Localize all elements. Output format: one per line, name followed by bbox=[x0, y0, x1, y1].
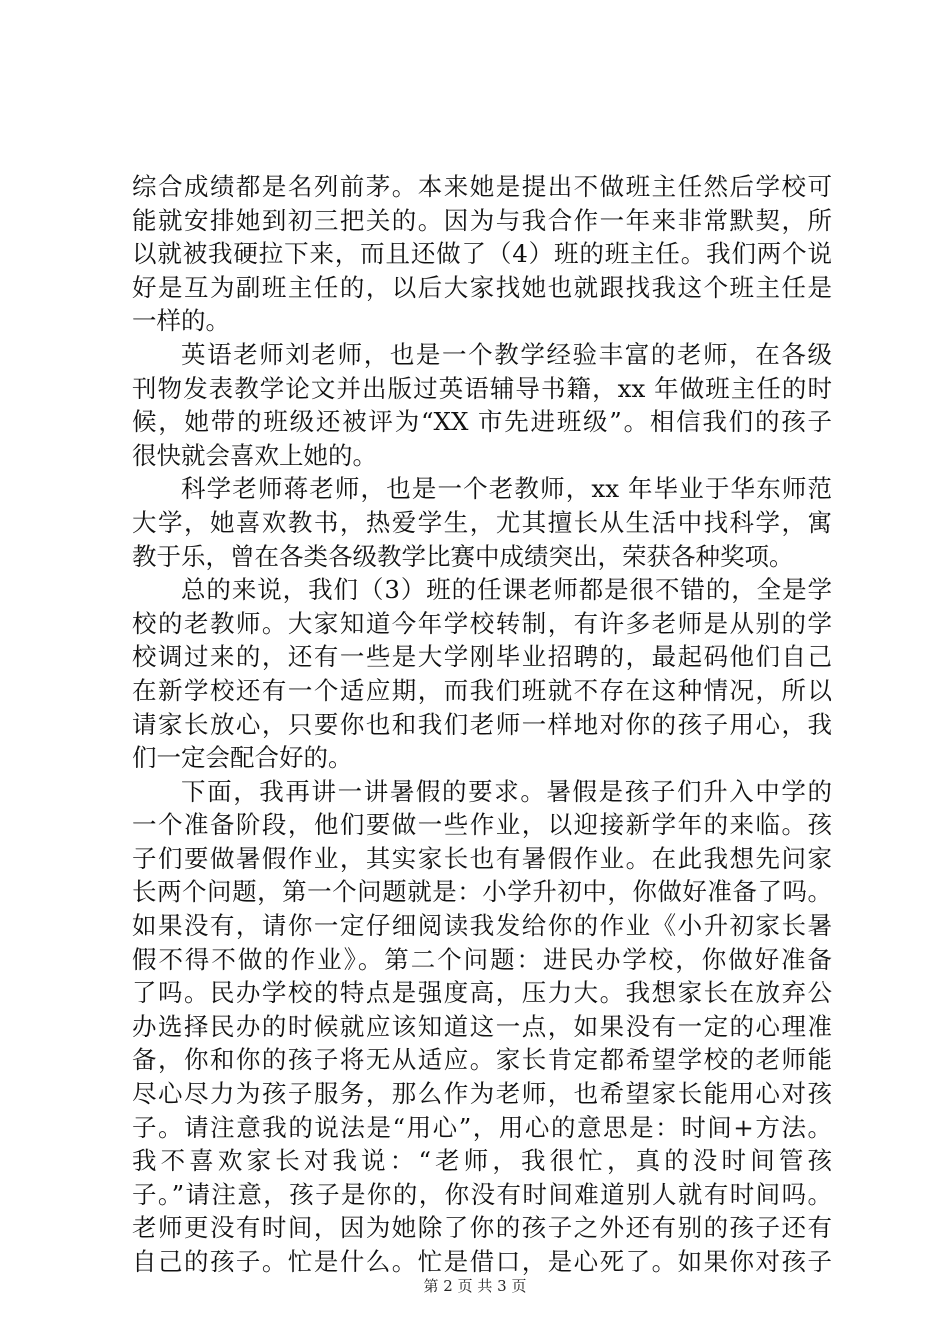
text-line: 假不得不做的作业》。第二个问题：进民办学校，你做好准备 bbox=[132, 944, 832, 974]
text-line: 科学老师蒋老师，也是一个老教师，xx 年毕业于华东师范 bbox=[181, 474, 832, 504]
text-line: 教于乐，曾在各类各级教学比赛中成绩突出，荣获各种奖项。 bbox=[132, 541, 794, 571]
text-line: 自己的孩子。忙是什么。忙是借口，是心死了。如果你对孩子 bbox=[132, 1247, 832, 1276]
text-line: 办选择民办的时候就应该知道这一点，如果没有一定的心理准 bbox=[132, 1011, 832, 1041]
text-line: 一样的。 bbox=[132, 306, 230, 336]
text-line: 大学，她喜欢教书，热爱学生，尤其擅长从生活中找科学，寓 bbox=[132, 507, 832, 537]
text-line: 在新学校还有一个适应期，而我们班就不存在这种情况，所以 bbox=[132, 675, 832, 705]
text-line: 备，你和你的孩子将无从适应。家长肯定都希望学校的老师能 bbox=[132, 1045, 832, 1075]
text-line: 综合成绩都是名列前茅。本来她是提出不做班主任然后学校可 bbox=[132, 172, 832, 201]
text-line: 子。”请注意，孩子是你的，你没有时间难道别人就有时间吗。 bbox=[132, 1179, 832, 1209]
text-line: 子。请注意我的说法是“用心”，用心的意思是：时间+方法。 bbox=[132, 1112, 832, 1142]
text-line: 能就安排她到初三把关的。因为与我合作一年来非常默契，所 bbox=[132, 205, 832, 235]
text-line: 很快就会喜欢上她的。 bbox=[132, 440, 377, 470]
text-line: 校调过来的，还有一些是大学刚毕业招聘的，最起码他们自己 bbox=[132, 642, 832, 672]
text-line: 子们要做暑假作业，其实家长也有暑假作业。在此我想先问家 bbox=[132, 843, 832, 873]
text-line: 了吗。民办学校的特点是强度高，压力大。我想家长在放弃公 bbox=[132, 978, 832, 1008]
text-line: 候，她带的班级还被评为“XX 市先进班级”。相信我们的孩子 bbox=[132, 407, 832, 437]
text-line: 长两个问题，第一个问题就是：小学升初中，你做好准备了吗。 bbox=[132, 877, 832, 907]
text-line: 们一定会配合好的。 bbox=[132, 743, 353, 773]
text-line: 如果没有，请你一定仔细阅读我发给你的作业《小升初家长暑 bbox=[132, 911, 832, 941]
text-line: 英语老师刘老师，也是一个教学经验丰富的老师，在各级 bbox=[181, 339, 832, 369]
text-line: 请家长放心，只要你也和我们老师一样地对你的孩子用心，我 bbox=[132, 709, 832, 739]
text-line: 校的老教师。大家知道今年学校转制，有许多老师是从别的学 bbox=[132, 608, 832, 638]
text-line: 尽心尽力为孩子服务，那么作为老师，也希望家长能用心对孩 bbox=[132, 1079, 832, 1109]
text-line: 下面，我再讲一讲暑假的要求。暑假是孩子们升入中学的 bbox=[181, 776, 832, 806]
text-line: 好是互为副班主任的，以后大家找她也就跟找我这个班主任是 bbox=[132, 272, 832, 302]
body-text bbox=[132, 170, 832, 1279]
text-line: 一个准备阶段，他们要做一些作业，以迎接新学年的来临。孩 bbox=[132, 810, 832, 840]
text-line: 老师更没有时间，因为她除了你的孩子之外还有别的孩子还有 bbox=[132, 1213, 832, 1243]
text-line: 总的来说，我们（3）班的任课老师都是很不错的，全是学 bbox=[181, 575, 832, 605]
text-line: 刊物发表教学论文并出版过英语辅导书籍，xx 年做班主任的时 bbox=[132, 373, 832, 403]
page-number-footer: 第 2 页 共 3 页 bbox=[423, 1277, 527, 1295]
text-line: 我不喜欢家长对我说：“老师，我很忙，真的没时间管孩 bbox=[132, 1146, 832, 1176]
text-line: 以就被我硬拉下来，而且还做了（4）班的班主任。我们两个说 bbox=[132, 239, 832, 269]
